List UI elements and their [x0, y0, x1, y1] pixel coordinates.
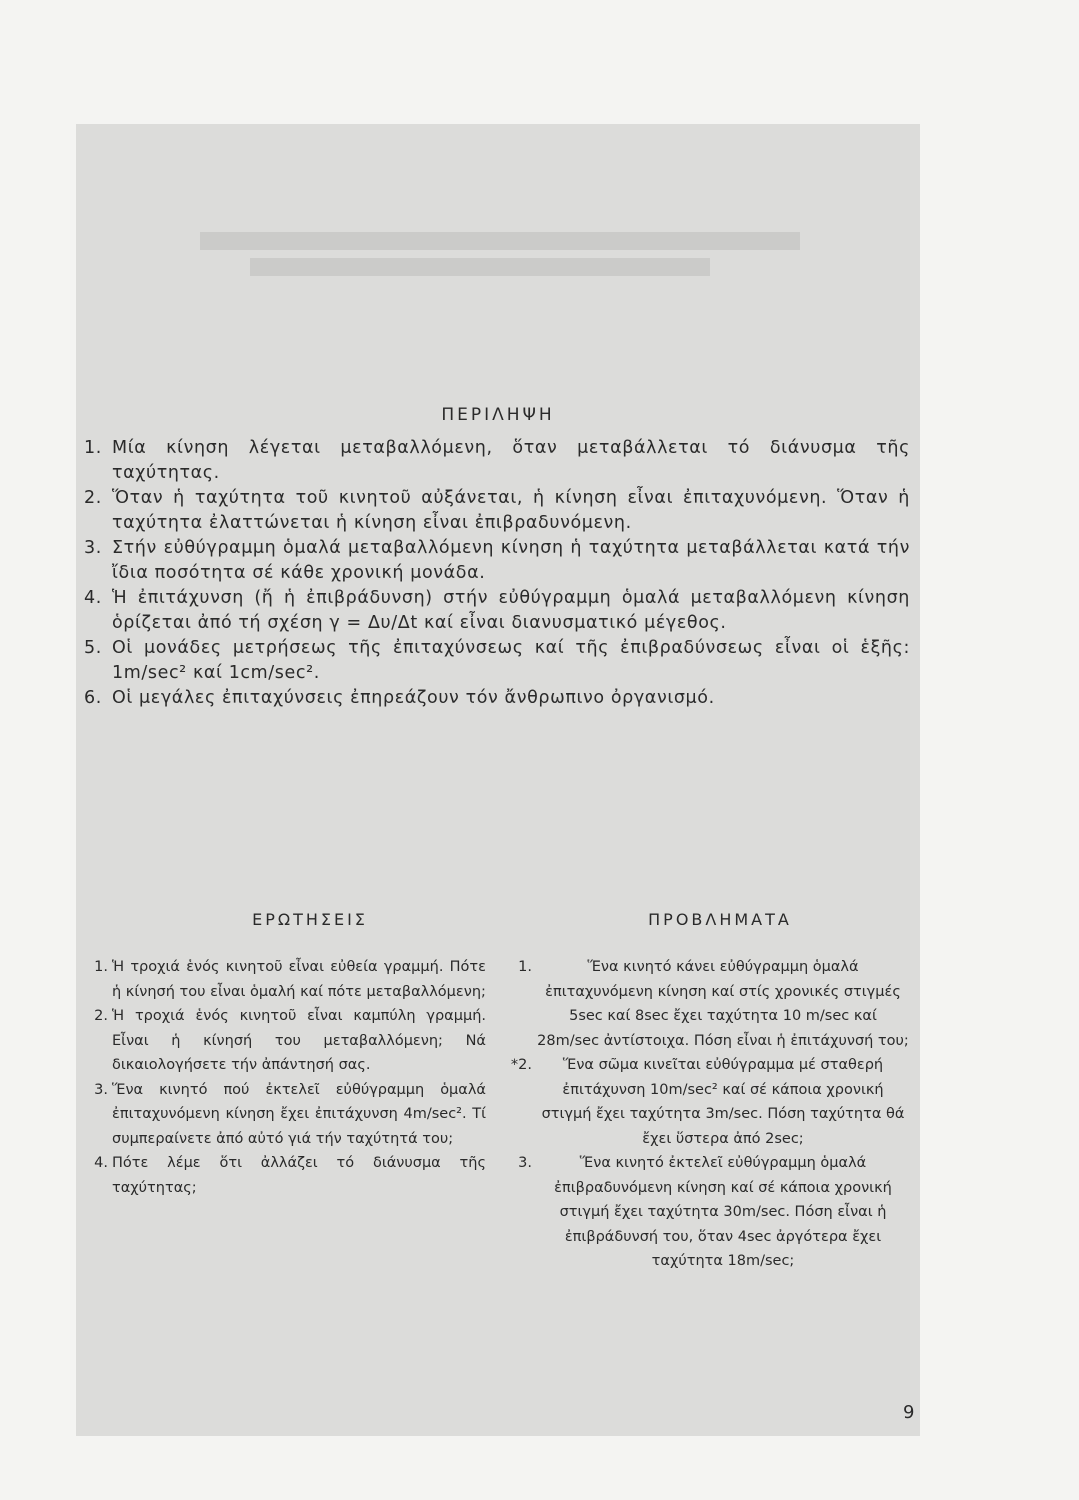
item-text: Ἕνα κινητό πού ἐκτελεῖ εὐθύγραμμη ὁμαλά ἐπιταχυνόμενη κίνηση ἔχει ἐπιτάχυνση 4m/sec². Τί συμπεραίνετε ἀπό αὐτό γιά τήν ταχύτητά του;	[112, 1081, 486, 1147]
bleed-through-decoration	[200, 232, 800, 250]
item-text: Πότε λέμε ὅτι ἀλλάζει τό διάνυσμα τῆς ταχύτητας;	[112, 1155, 486, 1196]
questions-list	[84, 955, 486, 1200]
item-number: 2.	[84, 488, 102, 508]
item-number: 1.	[84, 438, 102, 458]
summary-item	[84, 536, 910, 586]
item-number: 3.	[518, 1155, 532, 1171]
problem-item	[508, 1151, 910, 1274]
item-text: Ὅταν ἡ ταχύτητα τοῦ κινητοῦ αὐξάνεται, ἡ κίνηση εἶναι ἐπιταχυνόμενη. Ὅταν ἡ ταχύτητα ἐλαττώνεται ἡ κίνηση εἶναι ἐπιβραδυνόμενη.	[112, 488, 910, 533]
item-number: 3.	[84, 538, 102, 558]
problems-heading: ΠΡΟΒΛΗΜΑΤΑ	[648, 910, 792, 929]
summary-list	[84, 436, 910, 711]
summary-item	[84, 636, 910, 686]
item-text: Μία κίνηση λέγεται μεταβαλλόμενη, ὅταν μεταβάλλεται τό διάνυσμα τῆς ταχύτητας.	[112, 438, 910, 483]
problems-list	[508, 955, 910, 1274]
item-text: Οἱ μεγάλες ἐπιταχύνσεις ἐπηρεάζουν τόν ἄνθρωπινο ὀργανισμό.	[112, 688, 715, 708]
summary-item	[84, 686, 910, 711]
summary-item	[84, 486, 910, 536]
summary-item	[84, 586, 910, 636]
question-item	[84, 1151, 486, 1200]
problem-item	[508, 1053, 910, 1151]
item-number: 5.	[84, 638, 102, 658]
item-number: *2.	[510, 1057, 532, 1073]
question-item	[84, 1004, 486, 1078]
bleed-through-decoration	[250, 258, 710, 276]
summary-item	[84, 436, 910, 486]
item-number: 6.	[84, 688, 102, 708]
question-item	[84, 955, 486, 1004]
item-text: Στήν εὐθύγραμμη ὁμαλά μεταβαλλόμενη κίνηση ἡ ταχύτητα μεταβάλλεται κατά τήν ἴδια ποσότητα σέ κάθε χρονική μονάδα.	[112, 538, 910, 583]
item-number: 4.	[84, 588, 102, 608]
item-text: Ἡ τροχιά ἑνός κινητοῦ εἶναι εὐθεία γραμμή. Πότε ἡ κίνησή του εἶναι ὁμαλή καί πότε μεταβαλλόμενη;	[112, 959, 486, 1000]
questions-heading: ΕΡΩΤΗΣΕΙΣ	[252, 910, 368, 929]
item-text: Ἕνα κινητό κάνει εὐθύγραμμη ὁμαλά ἐπιταχυνόμενη κίνηση καί στίς χρονικές στιγμές 5sec καί 8sec ἔχει ταχύτητα 10 m/sec καί 28m/sec ἀντίστοιχα. Πόση εἶναι ἡ ἐπιτάχυνσή του;	[537, 959, 909, 1049]
problem-item	[508, 955, 910, 1053]
item-number: 2.	[94, 1008, 108, 1024]
page-number: 9	[903, 1402, 915, 1423]
item-text: Ἕνα σῶμα κινεῖται εὐθύγραμμα μέ σταθερή ἐπιτάχυνση 10m/sec² καί σέ κάποια χρονική στιγμή ἔχει ταχύτητα 3m/sec. Πόση ταχύτητα θά ἔχει ὕστερα ἀπό 2sec;	[541, 1057, 905, 1147]
item-text: Οἱ μονάδες μετρήσεως τῆς ἐπιταχύνσεως καί τῆς ἐπιβραδύνσεως εἶναι οἱ ἑξῆς: 1m/sec² καί 1cm/sec².	[112, 638, 910, 683]
item-number: 1.	[94, 959, 108, 975]
item-text: Ἕνα κινητό ἐκτελεῖ εὐθύγραμμη ὁμαλά ἐπιβραδυνόμενη κίνηση καί σέ κάποια χρονική στιγμή ἔχει ταχύτητα 30m/sec. Πόση εἶναι ἡ ἐπιβράδυνσή του, ὅταν 4sec ἀργότερα ἔχει ταχύτητα 18m/sec;	[554, 1155, 892, 1269]
question-item	[84, 1078, 486, 1152]
item-number: 4.	[94, 1155, 108, 1171]
item-number: 3.	[94, 1081, 108, 1098]
item-text: Ἡ ἐπιτάχυνση (ἤ ἡ ἐπιβράδυνση) στήν εὐθύγραμμη ὁμαλά μεταβαλλόμενη κίνηση ὁρίζεται ἀπό τή σχέση γ = Δυ/Δt καί εἶναι διανυσματικό μέγεθος.	[112, 588, 910, 633]
summary-heading: ΠΕΡΙΛΗΨΗ	[441, 405, 555, 425]
item-number: 1.	[518, 959, 532, 975]
item-text: Ἡ τροχιά ἑνός κινητοῦ εἶναι καμπύλη γραμμή. Εἶναι ἡ κίνησή του μεταβαλλόμενη; Νά δικαιολογήσετε τήν ἀπάντησή σας.	[112, 1008, 486, 1073]
